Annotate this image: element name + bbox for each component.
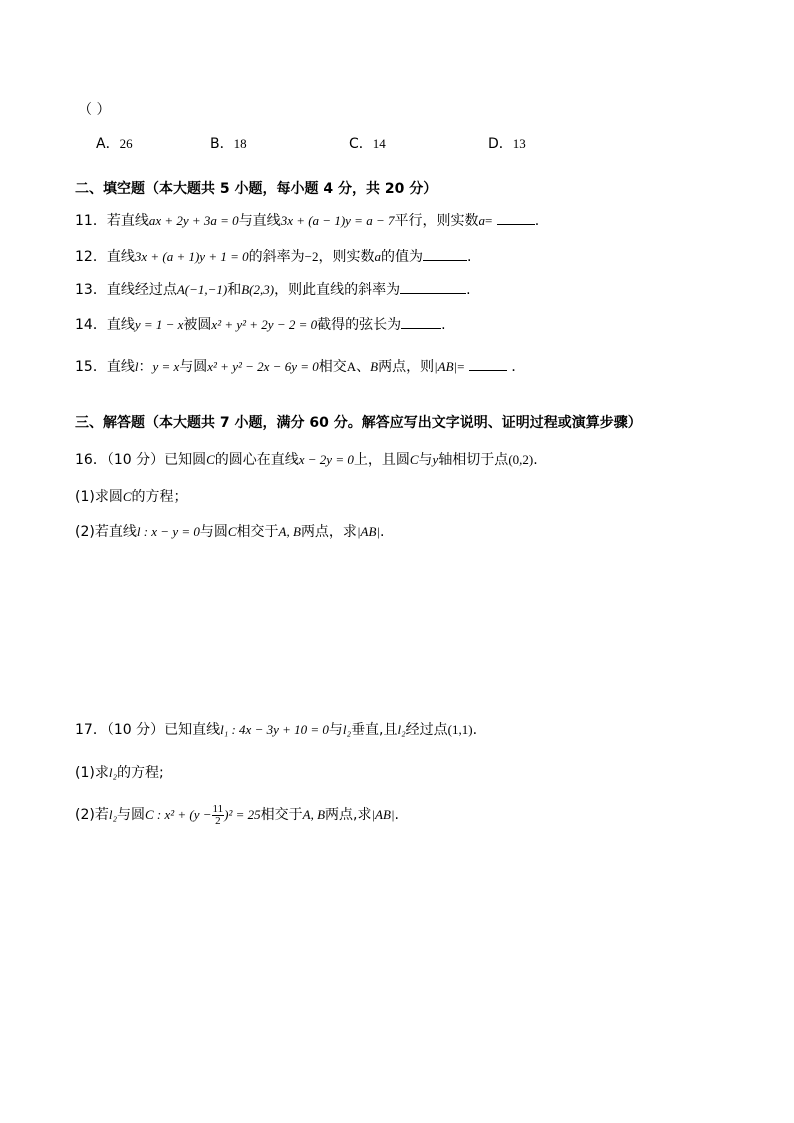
fraction-11-over-2: $\frac{11}{2}$ xyxy=(212,802,224,827)
question-17: 17．（10 分）已知直线l₁ : 4x − 3y + 10 = 0与l₂垂直,且l₂经过点(1,1). xyxy=(75,722,478,738)
question-17-part-1: (1)求l₂的方程; xyxy=(75,765,164,781)
answer-blank xyxy=(423,247,467,261)
section-2-title: 二、填空题（本大题共 5 小题，每小题 4 分，共 20 分） xyxy=(75,181,438,197)
question-13: 13．直线经过点A(−1,−1)和B(2,3)，则此直线的斜率为 . xyxy=(75,282,471,298)
answer-blank xyxy=(400,280,466,294)
question-14: 14．直线y = 1 − x被圆x² + y² + 2y − 2 = 0截得的弦长为 . xyxy=(75,317,446,333)
answer-blank xyxy=(469,357,507,371)
question-16-part-1: (1)求圆C的方程； xyxy=(75,489,188,505)
option-c: C．14 xyxy=(349,136,386,152)
option-d: D．13 xyxy=(488,136,526,152)
question-16-part-2: (2)若直线l : x − y = 0与圆C相交于A, B两点，求|AB|. xyxy=(75,524,385,540)
answer-paren: （ ） xyxy=(78,102,111,118)
answer-blank xyxy=(497,211,535,225)
question-17-part-2: (2)若l₂与圆C : x² + (y − $\frac{11}{2}$ )² = 25相交于A, B两点,求|AB|. xyxy=(75,802,399,827)
question-12: 12．直线3x + (a + 1)y + 1 = 0的斜率为−2，则实数a的值为 . xyxy=(75,249,472,265)
section-3-title: 三、解答题（本大题共 7 小题，满分 60 分。解答应写出文字说明、证明过程或演算步骤） xyxy=(75,415,642,431)
question-15: 15．直线l：y = x与圆x² + y² − 2x − 6y = 0相交A、B两点，则|AB|= ． xyxy=(75,359,526,375)
answer-blank xyxy=(401,315,441,329)
option-b: B．18 xyxy=(210,136,247,152)
option-a: A．26 xyxy=(96,136,133,152)
options-row xyxy=(96,134,596,154)
question-11: 11．若直线ax + 2y + 3a = 0与直线3x + (a − 1)y = a − 7平行，则实数a= . xyxy=(75,213,540,229)
question-16: 16．（10 分）已知圆C的圆心在直线x − 2y = 0上，且圆C与y轴相切于点(0,2). xyxy=(75,452,538,468)
